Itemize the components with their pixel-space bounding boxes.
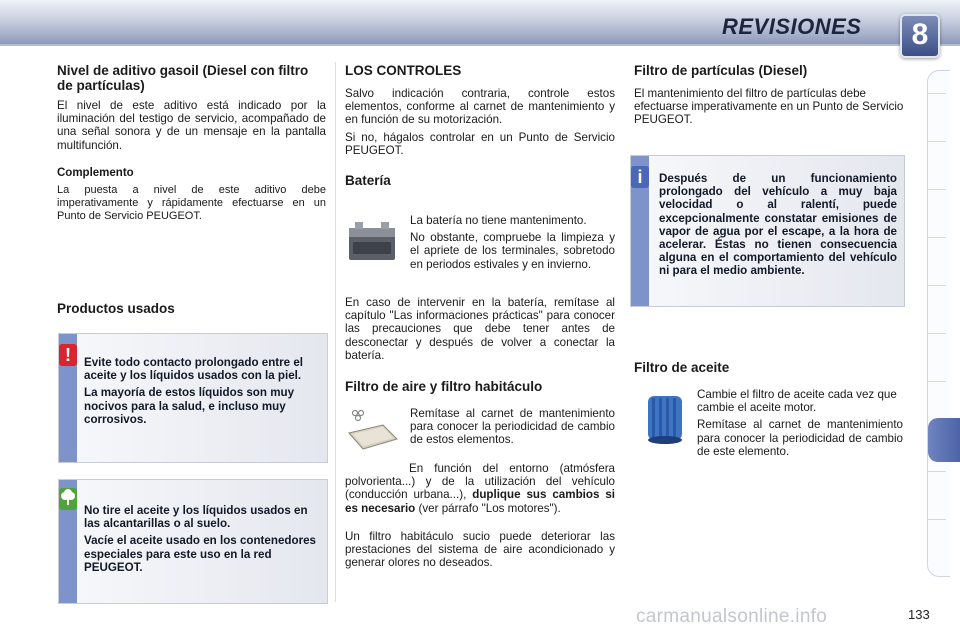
column-divider [335,62,336,602]
air-filter-paragraph: Remítase al carnet de mantenimiento para conocer la periodicidad de cambio de estos elementos. [410,407,615,447]
section-title-products: Productos usados [57,301,175,316]
section-title-controls: LOS CONTROLES [345,63,462,78]
warning-box [58,333,328,463]
rail-tick [928,333,946,334]
warning-paragraph: La mayoría de estos líquidos son muy nocivos para la salud, e incluso muy corrosivos. [84,386,295,426]
battery-icon [345,216,400,266]
info-box [630,155,905,307]
environment-paragraph: Vacíe el aceite usado en los contenedores especiales para este uso en la red PEUGEOT. [84,534,316,574]
rail-tick [928,471,946,472]
header-rule [0,44,960,46]
column-right [634,63,904,127]
oil-filter-paragraph: Remítase al carnet de mantenimiento para conocer la periodicidad de cambio de este elemento. [697,418,903,458]
air-filter-paragraph [345,462,615,515]
complement-paragraph: La puesta a nivel de este aditivo debe imperativamente y rápidamente efectuarse en un Punto de Servicio PEUGEOT. [57,183,326,222]
info-paragraph: Después de un funcionamiento prolongado del vehículo a muy baja velocidad o al ralentí, puede excepcionalmente constatar emisiones de vapor de agua por el escape, a la hora de acelerar. Éstas no tienen consecuencia alguna en el comportamiento del vehículo ni para el medio ambiente. [659,172,897,278]
controls-paragraph: Salvo indicación contraria, controle estos elementos, conforme al carnet de mantenimiento y en función de su motorización. [345,87,615,127]
page-header [0,0,960,58]
environment-box [58,479,328,604]
rail-tick [928,519,946,520]
page-number: 133 [908,607,930,622]
chapter-rail [927,70,950,577]
section-title-battery: Batería [345,173,391,189]
complement-title: Complemento [57,166,134,179]
air-filter-emphasis: duplique sus cambios si es necesario [345,488,615,515]
section-title-particle-filter: Filtro de partículas (Diesel) [634,63,808,78]
column-left [57,63,326,223]
section-title-air-filter: Filtro de aire y filtro habitáculo [345,379,543,394]
tree-icon [59,488,77,510]
info-text [659,172,897,282]
watermark: carmanualsonline.info [636,606,828,627]
rail-tick [928,381,946,382]
column-middle [345,63,615,188]
air-filter-text: (ver párrafo "Los motores"). [418,501,561,515]
environment-paragraph: No tire el aceite y los líquidos usados en las alcantarillas o al suelo. [84,504,308,531]
environment-text [84,504,322,578]
info-icon: i [631,166,649,188]
oil-filter-icon [640,388,690,448]
air-filter-side-text [410,407,615,447]
battery-side-text [410,214,615,271]
rail-tick [928,237,946,238]
oil-filter-paragraph: Cambie el filtro de aceite cada vez que cambie el aceite motor. [697,388,897,415]
chapter-title: REVISIONES [722,14,862,39]
additive-paragraph: El nivel de este aditivo está indicado por la iluminación del testigo de servicio, acompañado de una señal sonora y de un mensaje en la pantalla multifunción. [57,99,326,152]
controls-paragraph: Si no, hágalos controlar en un Punto de Servicio PEUGEOT. [345,130,615,157]
battery-paragraph: La batería no tiene mantenimento. [410,214,587,227]
rail-tick [928,189,946,190]
chapter-number-tab [900,14,940,58]
warning-text [84,356,322,430]
air-filter-text: En función del entorno (atmósfera polvorienta...) y de la utilización del vehículo (conducción urbana...), [345,462,615,502]
section-title-oil-filter: Filtro de aceite [634,360,730,375]
rail-tick [928,285,946,286]
oil-filter-side-text [697,388,903,458]
section-title-additive: Nivel de aditivo gasoil (Diesel con filtro de partículas) [57,63,309,93]
particle-filter-paragraph: El mantenimiento del filtro de partículas debe efectuarse imperativamente en un Punto de Servicio PEUGEOT. [634,87,904,127]
rail-tick [928,141,946,142]
rail-tick [928,93,946,94]
chapter-number: 8 [911,18,929,51]
battery-paragraph: No obstante, compruebe la limpieza y el apriete de los terminales, sobretodo en periodos estivales y en invierno. [410,231,615,271]
air-filter-icon [345,405,400,460]
warning-icon: ! [59,344,77,366]
air-filter-paragraph: Un filtro habitáculo sucio puede deteriorar las prestaciones del sistema de aire acondicionado y generar olores no deseados. [345,530,615,570]
rail-active-tab[interactable] [928,418,960,462]
battery-paragraph: En caso de intervenir en la batería, remítase al capítulo "Las informaciones prácticas" para conocer las precauciones que debe tener antes de desconectar y después de volver a conectar la batería. [345,296,615,362]
warning-paragraph: Evite todo contacto prolongado entre el aceite y los líquidos usados con la piel. [84,356,304,383]
